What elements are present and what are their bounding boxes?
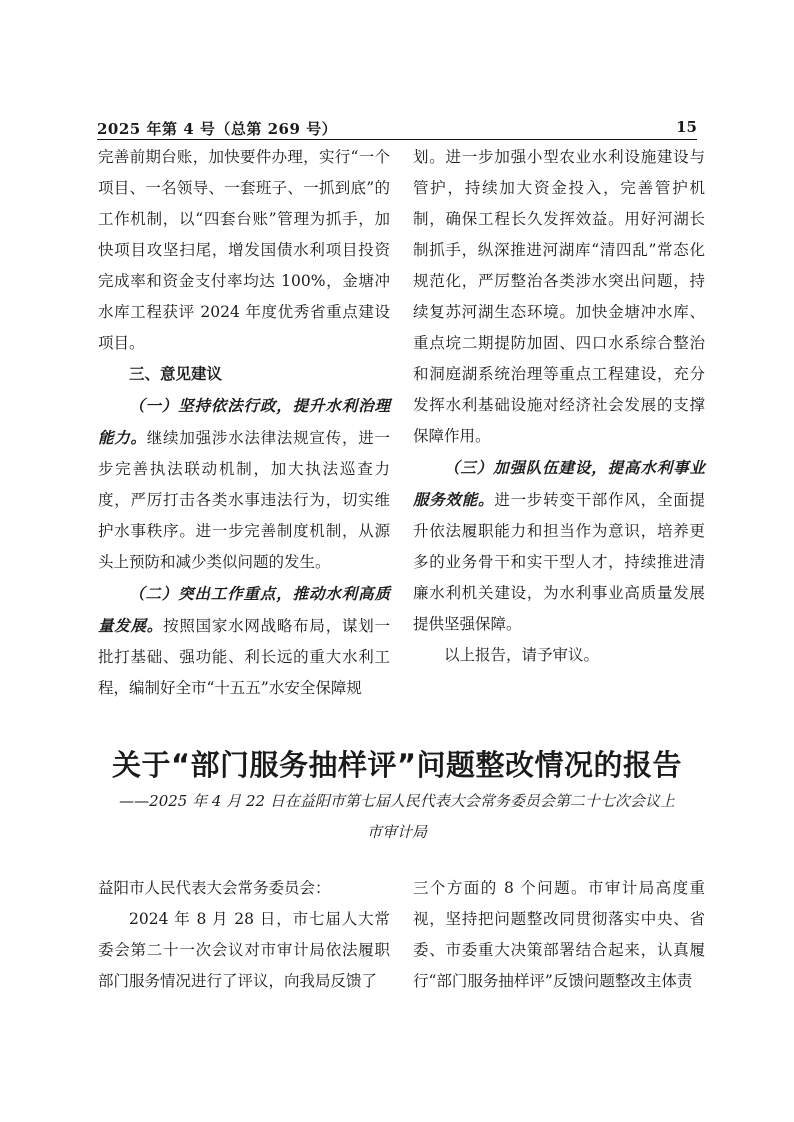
report-subtitle: ——2025 年 4 月 22 日在益阳市第七届人民代表大会常务委员会第二十七次会议上: [119, 792, 675, 810]
paragraph: 三个方面的 8 个问题。市审计局高度重视，坚持把问题整改同贯彻落实中央、省委、市委重大决策部署结合起来，认真履行“部门服务抽样评”反馈问题整改主体责: [413, 879, 705, 990]
subsection-body: 进一步转变干部作风，全面提升依法履职能力和担当作为意识，培养更多的业务骨干和实干型人才，持续推进清廉水利机关建设，为水利事业高质量发展提供坚强保障。: [413, 491, 705, 633]
upper-left-column: [98, 142, 390, 704]
paragraph: [98, 578, 390, 704]
lower-left-column: [98, 873, 390, 997]
closing-line: 以上报告，请予审议。: [444, 646, 600, 664]
subsection-body: 继续加强涉水法律法规宣传，进一步完善执法联动机制，加大执法巡查力度，严厉打击各类水事违法行为，切实维护水事秩序。进一步完善制度机制，从源头上预防和减少类似问题的发生。: [98, 429, 390, 571]
report-author: 市审计局: [366, 823, 427, 841]
subsection-title: （三）加强队伍建设，提高水利事业服务效能。: [413, 458, 705, 509]
salutation: 益阳市人民代表大会常务委员会：: [98, 879, 331, 897]
header-rule: [97, 139, 697, 140]
subsection-body: 按照国家水网战略布局，谋划一批打基础、强功能、利长远的重大水利工程，编制好全市“十五五”水安全保障规: [98, 617, 390, 697]
lower-right-column: [413, 873, 705, 997]
issue-label: 2025 年第 4 号（总第 269 号）: [97, 120, 338, 138]
paragraph: 划。进一步加强小型农业水利设施建设与管护，持续加大资金投入，完善管护机制，确保工程长久发挥效益。用好河湖长制抓手，纵深推进河湖库“清四乱”常态化规范化，严厉整治各类涉水突出问题，持续复苏河湖生态环境。加快金塘冲水库、重点垸二期提防加固、四口水系综合整治和洞庭湖系统治理等重点工程建设，充分发挥水利基础设施对经济社会发展的支撑保障作用。: [413, 148, 705, 445]
paragraph: [413, 452, 705, 640]
paragraph: 完善前期台账，加快要件办理，实行“一个项目、一名领导、一套班子、一抓到底”的工作机制，以“四套台账”管理为抓手，加快项目攻坚扫尾，增发国债水利项目投资完成率和资金支付率均达 100%，金塘冲水库工程获评 2024 年度优秀省重点建设项目。: [98, 148, 390, 352]
running-header: [97, 118, 697, 140]
subsection-title: （二）突出工作重点，推动水利高质量发展。: [98, 584, 390, 635]
section-heading: 三、意见建议: [129, 365, 223, 383]
page-number: 15: [676, 118, 697, 136]
report-title: 关于“部门服务抽样评”问题整改情况的报告: [111, 748, 683, 782]
paragraph: 2024 年 8 月 28 日，市七届人大常委会第二十一次会议对市审计局依法履职部门服务情况进行了评议，向我局反馈了: [98, 910, 390, 990]
upper-right-column: [413, 142, 705, 671]
subsection-title: （一）坚持依法行政，提升水利治理能力。: [98, 396, 390, 447]
paragraph: [98, 390, 390, 578]
